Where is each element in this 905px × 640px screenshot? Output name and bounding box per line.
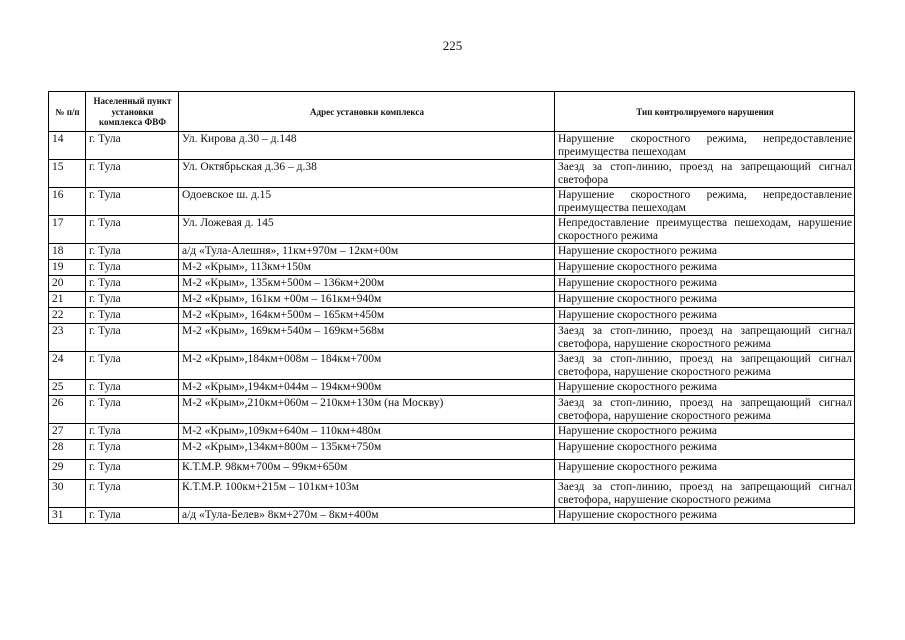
cell-violation-type: Нарушение скоростного режима xyxy=(555,460,855,480)
table-row xyxy=(49,276,855,292)
table-row xyxy=(49,244,855,260)
table-row xyxy=(49,352,855,380)
cell-violation-type: Нарушение скоростного режима xyxy=(555,276,855,292)
cell-address: М-2 «Крым», 161км +00м – 161км+940м xyxy=(179,292,555,308)
table-row xyxy=(49,160,855,188)
cell-number: 30 xyxy=(49,480,86,508)
cell-number: 15 xyxy=(49,160,86,188)
cell-violation-type: Нарушение скоростного режима, непредоставление преимущества пешеходам xyxy=(555,132,855,160)
table-row xyxy=(49,308,855,324)
cell-violation-type: Нарушение скоростного режима xyxy=(555,508,855,524)
cell-violation-type: Нарушение скоростного режима xyxy=(555,292,855,308)
camera-installations-table xyxy=(48,91,855,524)
cell-number: 17 xyxy=(49,216,86,244)
cell-number: 28 xyxy=(49,440,86,460)
header-number: № п/п xyxy=(49,92,86,132)
cell-settlement: г. Тула xyxy=(86,440,179,460)
cell-violation-type: Нарушение скоростного режима xyxy=(555,308,855,324)
cell-settlement: г. Тула xyxy=(86,424,179,440)
cell-number: 26 xyxy=(49,396,86,424)
page-number: 225 xyxy=(442,38,463,53)
cell-violation-type: Заезд за стоп-линию, проезд на запрещающий сигнал светофора xyxy=(555,160,855,188)
cell-number: 25 xyxy=(49,380,86,396)
table-row xyxy=(49,292,855,308)
cell-number: 29 xyxy=(49,460,86,480)
cell-address: М-2 «Крым», 113км+150м xyxy=(179,260,555,276)
table-row xyxy=(49,396,855,424)
cell-violation-type: Заезд за стоп-линию, проезд на запрещающий сигнал светофора, нарушение скоростного режима xyxy=(555,396,855,424)
cell-violation-type: Нарушение скоростного режима, непредоставление преимущества пешеходам xyxy=(555,188,855,216)
cell-settlement: г. Тула xyxy=(86,160,179,188)
cell-number: 21 xyxy=(49,292,86,308)
cell-address: М-2 «Крым»,134км+800м – 135км+750м xyxy=(179,440,555,460)
cell-address: Ул. Кирова д.30 – д.148 xyxy=(179,132,555,160)
cell-settlement: г. Тула xyxy=(86,132,179,160)
table-row xyxy=(49,132,855,160)
header-settlement: Населенный пункт установки комплекса ФВФ xyxy=(86,92,179,132)
cell-number: 27 xyxy=(49,424,86,440)
cell-address: М-2 «Крым»,109км+640м – 110км+480м xyxy=(179,424,555,440)
cell-address: а/д «Тула-Алешня», 11км+970м – 12км+00м xyxy=(179,244,555,260)
table-row xyxy=(49,216,855,244)
table-row xyxy=(49,424,855,440)
cell-address: К.Т.М.Р. 100км+215м – 101км+103м xyxy=(179,480,555,508)
cell-settlement: г. Тула xyxy=(86,480,179,508)
cell-address: а/д «Тула-Белев» 8км+270м – 8км+400м xyxy=(179,508,555,524)
cell-settlement: г. Тула xyxy=(86,308,179,324)
cell-number: 16 xyxy=(49,188,86,216)
cell-number: 31 xyxy=(49,508,86,524)
cell-settlement: г. Тула xyxy=(86,396,179,424)
cell-number: 20 xyxy=(49,276,86,292)
table-header-row xyxy=(49,92,855,132)
table-row xyxy=(49,460,855,480)
table-row xyxy=(49,188,855,216)
table-row xyxy=(49,480,855,508)
cell-violation-type: Заезд за стоп-линию, проезд на запрещающий сигнал светофора, нарушение скоростного режима xyxy=(555,352,855,380)
cell-number: 14 xyxy=(49,132,86,160)
header-violation-type: Тип контролируемого нарушения xyxy=(555,92,855,132)
cell-address: К.Т.М.Р. 98км+700м – 99км+650м xyxy=(179,460,555,480)
cell-settlement: г. Тула xyxy=(86,508,179,524)
cell-number: 18 xyxy=(49,244,86,260)
cell-violation-type: Нарушение скоростного режима xyxy=(555,440,855,460)
cell-violation-type: Заезд за стоп-линию, проезд на запрещающий сигнал светофора, нарушение скоростного режима xyxy=(555,324,855,352)
cell-violation-type: Нарушение скоростного режима xyxy=(555,260,855,276)
table-row xyxy=(49,380,855,396)
cell-settlement: г. Тула xyxy=(86,188,179,216)
table-row xyxy=(49,440,855,460)
cell-settlement: г. Тула xyxy=(86,460,179,480)
cell-address: М-2 «Крым»,194км+044м – 194км+900м xyxy=(179,380,555,396)
cell-address: Ул. Октябрьская д.36 – д.38 xyxy=(179,160,555,188)
cell-number: 24 xyxy=(49,352,86,380)
header-address: Адрес установки комплекса xyxy=(179,92,555,132)
cell-address: М-2 «Крым», 164км+500м – 165км+450м xyxy=(179,308,555,324)
table-row xyxy=(49,508,855,524)
cell-address: Одоевское ш. д.15 xyxy=(179,188,555,216)
cell-number: 22 xyxy=(49,308,86,324)
cell-address: М-2 «Крым», 135км+500м – 136км+200м xyxy=(179,276,555,292)
cell-settlement: г. Тула xyxy=(86,352,179,380)
cell-violation-type: Нарушение скоростного режима xyxy=(555,424,855,440)
cell-settlement: г. Тула xyxy=(86,260,179,276)
cell-number: 19 xyxy=(49,260,86,276)
cell-settlement: г. Тула xyxy=(86,244,179,260)
cell-settlement: г. Тула xyxy=(86,380,179,396)
cell-number: 23 xyxy=(49,324,86,352)
cell-violation-type: Нарушение скоростного режима xyxy=(555,380,855,396)
cell-violation-type: Нарушение скоростного режима xyxy=(555,244,855,260)
cell-address: М-2 «Крым», 169км+540м – 169км+568м xyxy=(179,324,555,352)
cell-address: М-2 «Крым»,210км+060м – 210км+130м (на Москву) xyxy=(179,396,555,424)
cell-settlement: г. Тула xyxy=(86,292,179,308)
table-row xyxy=(49,324,855,352)
cell-settlement: г. Тула xyxy=(86,276,179,292)
cell-address: Ул. Ложевая д. 145 xyxy=(179,216,555,244)
cell-violation-type: Непредоставление преимущества пешеходам, нарушение скоростного режима xyxy=(555,216,855,244)
cell-settlement: г. Тула xyxy=(86,216,179,244)
table-row xyxy=(49,260,855,276)
cell-violation-type: Заезд за стоп-линию, проезд на запрещающий сигнал светофора, нарушение скоростного режима xyxy=(555,480,855,508)
cell-settlement: г. Тула xyxy=(86,324,179,352)
cell-address: М-2 «Крым»,184км+008м – 184км+700м xyxy=(179,352,555,380)
